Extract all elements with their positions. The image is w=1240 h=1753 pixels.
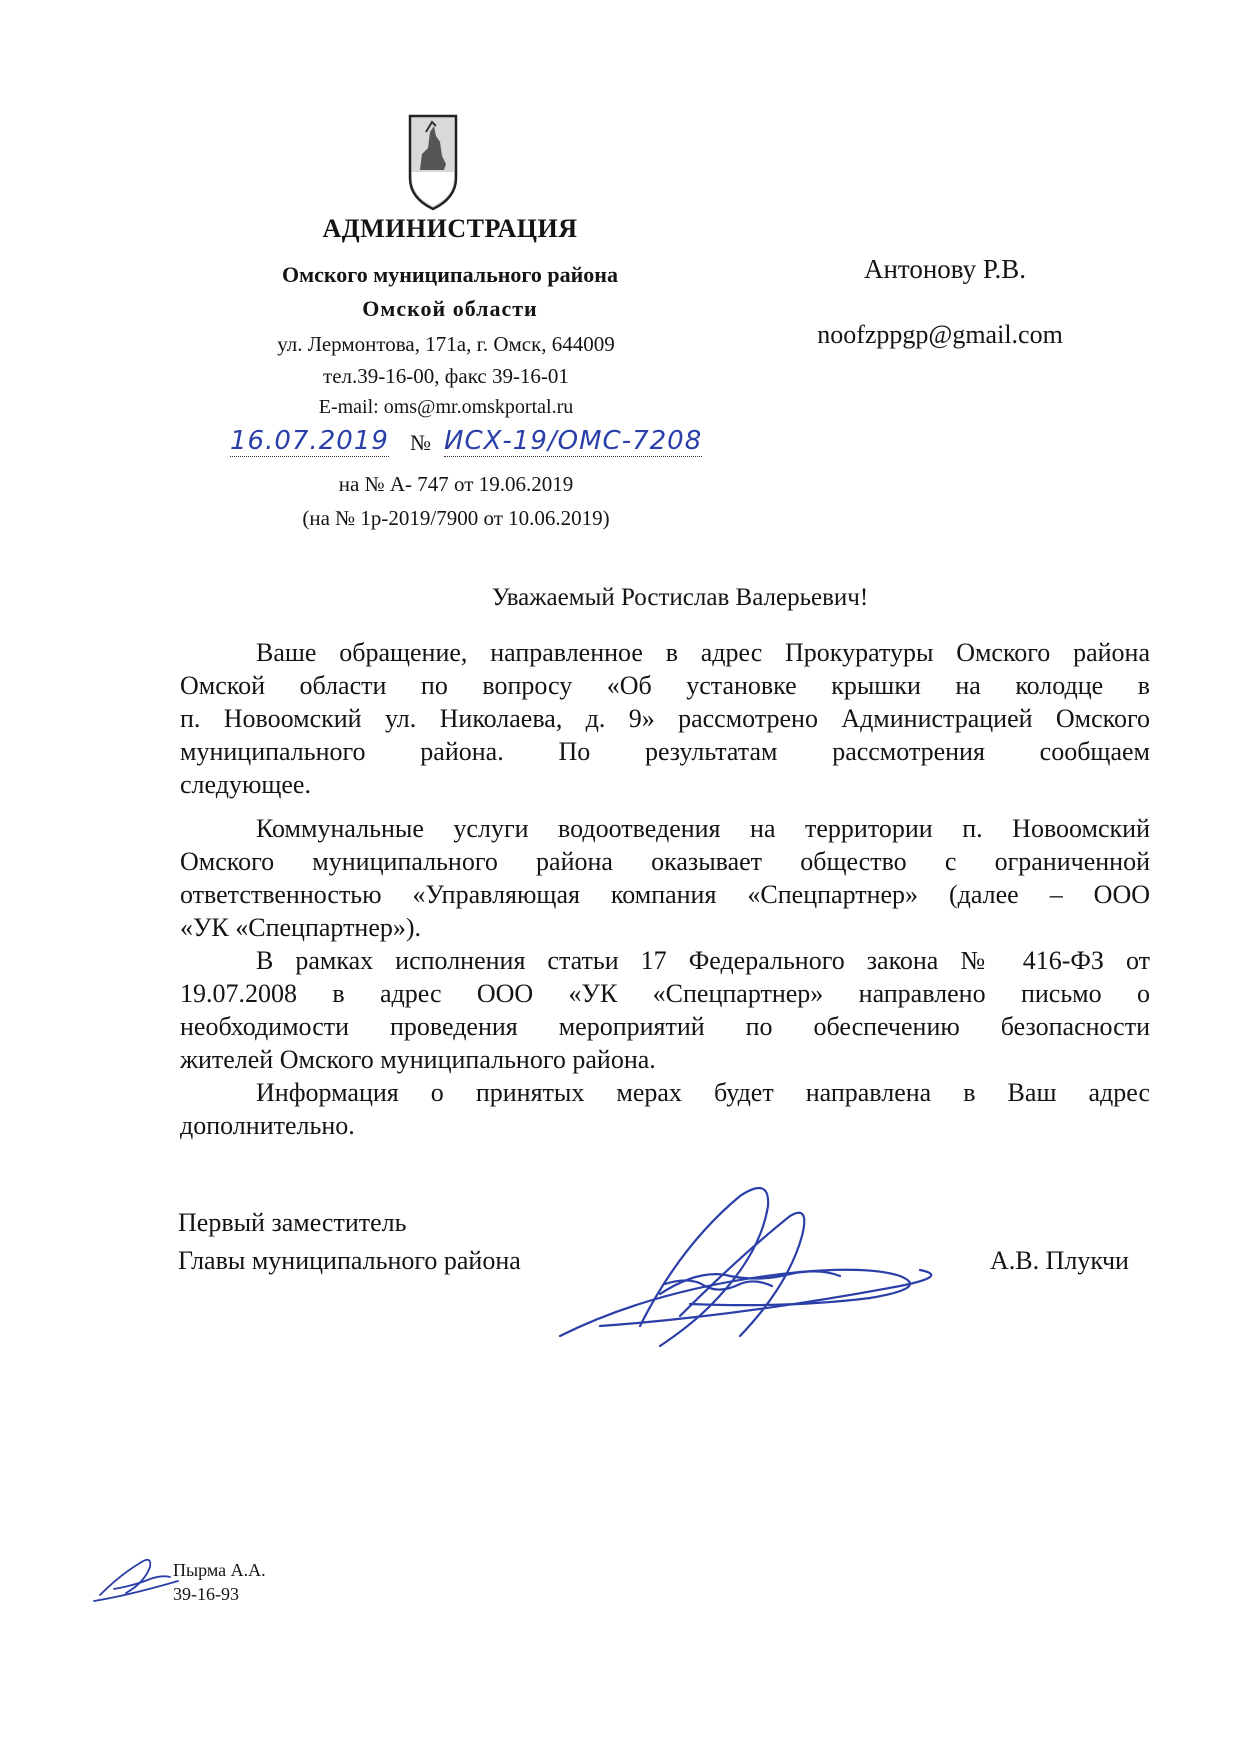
paragraph-line: Коммунальные услуги водоотведения на территории п. Новоомский: [256, 814, 1150, 843]
recipient-email: noofzppgp@gmail.com: [817, 320, 1063, 349]
paragraph-4: [180, 1076, 1150, 1142]
coat-of-arms-icon: [406, 112, 460, 212]
org-phone: тел.39-16-00, факс 39-16-01: [323, 364, 569, 388]
executor-signature-icon: [90, 1545, 185, 1605]
org-subtitle-region: Омской области: [362, 296, 538, 321]
reg-number: ИСХ-19/ОМС-7208: [444, 426, 703, 456]
executor-phone: 39-16-93: [173, 1584, 239, 1604]
paragraph-line: В рамках исполнения статьи 17 Федерального закона № 416-ФЗ от: [256, 946, 1150, 975]
paragraph-line: Омской области по вопросу «Об установке крышки на колодце в: [180, 671, 1150, 700]
org-title: АДМИНИСТРАЦИЯ: [322, 214, 578, 243]
paragraph-line: п. Новоомский ул. Николаева, д. 9» рассмотрено Администрацией Омского: [180, 704, 1150, 733]
executor-name: Пырма А.А.: [173, 1560, 266, 1580]
paragraph-line: необходимости проведения мероприятий по обеспечению безопасности: [180, 1012, 1150, 1041]
recipient-name: Антонову Р.В.: [863, 254, 1027, 284]
reference-line-2: (на № 1р-2019/7900 от 10.06.2019): [302, 506, 610, 530]
signer-position-line-2: Главы муниципального района: [178, 1246, 521, 1275]
paragraph-line: Омского муниципального района оказывает общество с ограниченной: [180, 847, 1150, 876]
org-email: E-mail: oms@mr.omskportal.ru: [318, 396, 574, 418]
paragraph-2: [180, 812, 1150, 944]
paragraph-line: ответственностью «Управляющая компания «Спецпартнер» (далее – ООО: [180, 880, 1150, 909]
paragraph-line: следующее.: [180, 770, 311, 799]
paragraph-line: жителей Омского муниципального района.: [180, 1045, 656, 1074]
paragraph-line: муниципального района. По результатам рассмотрения сообщаем: [180, 737, 1150, 766]
paragraph-3: [180, 944, 1150, 1076]
org-address: ул. Лермонтова, 171а, г. Омск, 644009: [277, 332, 615, 356]
signature-icon: [540, 1176, 960, 1376]
reference-line-1: на № А- 747 от 19.06.2019: [338, 472, 574, 496]
paragraph-line: Ваше обращение, направленное в адрес Прокуратуры Омского района: [256, 638, 1150, 667]
paragraph-line: 19.07.2008 в адрес ООО «УК «Спецпартнер» направлено письмо о: [180, 979, 1150, 1008]
org-subtitle-district: Омского муниципального района: [282, 262, 618, 287]
signer-position-line-1: Первый заместитель: [178, 1208, 407, 1237]
number-sign: №: [410, 430, 431, 455]
paragraph-line: Информация о принятых мерах будет направлена в Ваш адрес: [256, 1078, 1150, 1107]
signer-name: А.В. Плукчи: [990, 1246, 1129, 1275]
registration-row: [230, 426, 730, 466]
reg-date: 16.07.2019: [230, 426, 389, 456]
paragraph-line: дополнительно.: [180, 1111, 355, 1140]
paragraph-line: «УК «Спецпартнер»).: [180, 913, 422, 942]
paragraph-1: [180, 636, 1150, 801]
greeting: Уважаемый Ростислав Валерьевич!: [491, 584, 869, 611]
